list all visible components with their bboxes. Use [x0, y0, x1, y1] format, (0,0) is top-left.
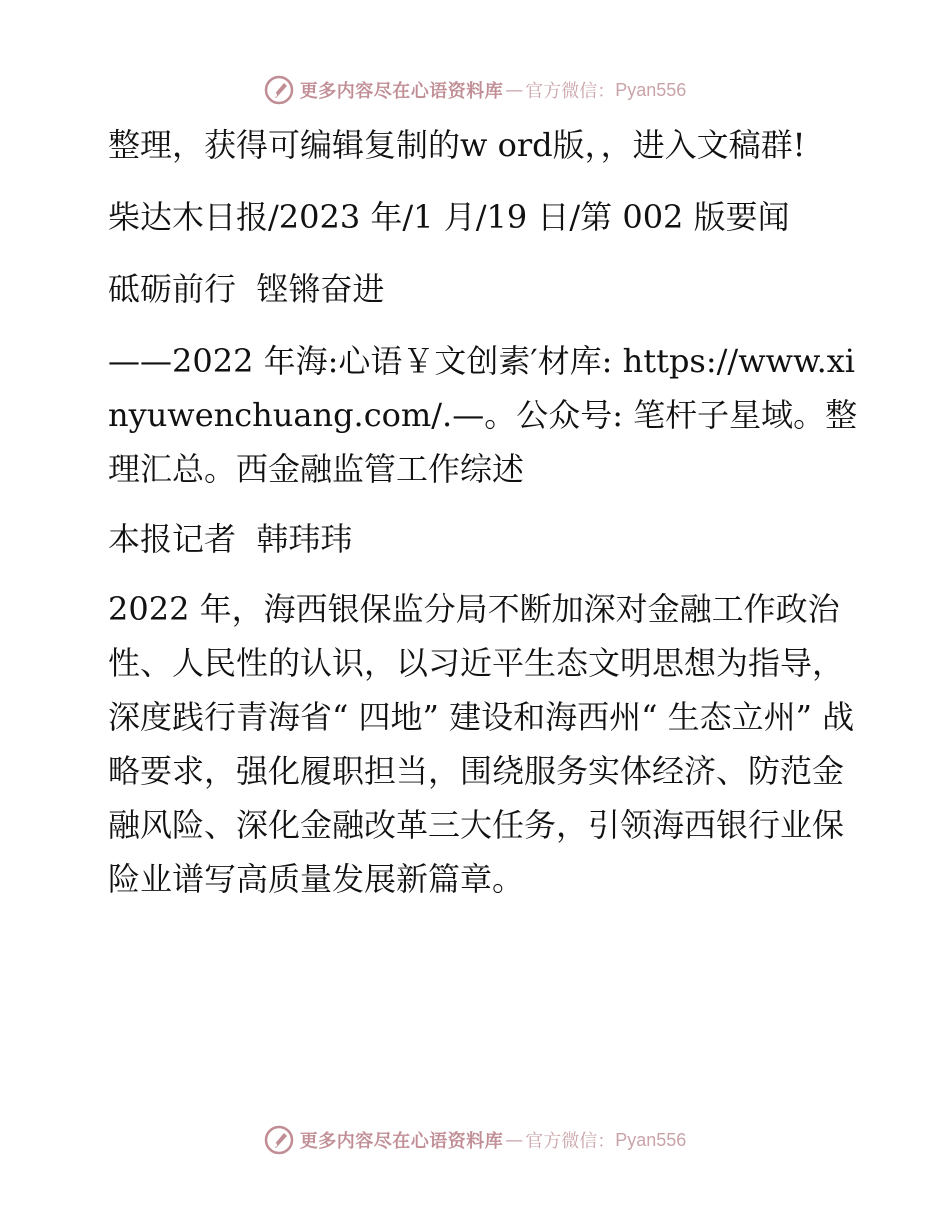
intro-note: 整理，获得可编辑复制的w ord版，，进入文稿群!: [108, 126, 806, 164]
watermark-main-text: 更多内容尽在心语资料库: [299, 81, 504, 102]
watermark-dash: —: [505, 1129, 524, 1151]
watermark-sub-text: 官方微信：: [525, 1131, 616, 1152]
watermark-main-text: 更多内容尽在心语资料库: [299, 1131, 504, 1152]
pen-logo-icon: [264, 1125, 294, 1155]
article-subtitle: ——2022 年海:心语￥文创素′材库: https://www.xinyuwenchuang.com/.—。公众号: 笔杆子星域。整理汇总。西金融监管工作综述: [108, 342, 858, 488]
body-paragraph: 2022 年，海西银保监分局不断加深对金融工作政治性、人民性的认识，以习近平生态文明思想为指导，深度践行青海省“ 四地” 建设和海西州“ 生态立州” 战略要求，强化履职担当，围绕服务实体经济、防范金融风险、深化金融改革三大任务，引领海西银行业保险业谱写高质量发展新篇章。: [108, 590, 855, 898]
watermark-handle: Pyan556: [615, 79, 687, 100]
document-body: [98, 118, 858, 906]
header-watermark: [0, 70, 950, 110]
source-line: 柴达木日报/2023 年/1 月/19 日/第 002 版要闻: [108, 198, 790, 236]
footer-watermark: [0, 1120, 950, 1160]
article-title: 砥砺前行 铿锵奋进: [108, 270, 385, 308]
pen-logo-icon: [264, 75, 294, 105]
watermark-sub-text: 官方微信：: [525, 81, 616, 102]
byline: 本报记者 韩玮玮: [108, 520, 353, 558]
watermark-handle: Pyan556: [615, 1129, 687, 1150]
watermark-dash: —: [505, 79, 524, 101]
